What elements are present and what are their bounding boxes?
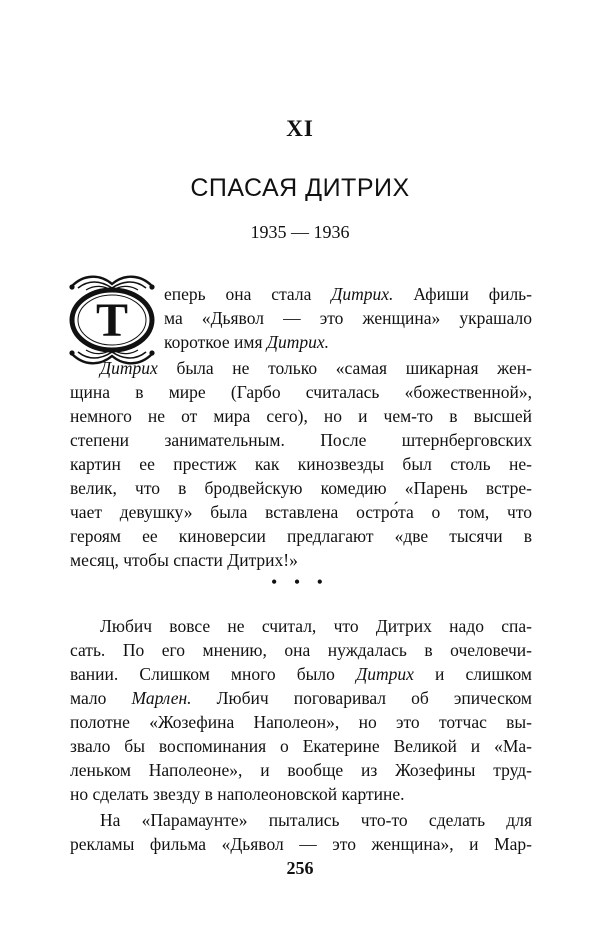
text-line	[100, 356, 532, 380]
text-line	[164, 306, 532, 330]
text-line	[70, 782, 405, 806]
text-segment: Любич вовсе не считал, что Дитрих надо спа-	[100, 616, 532, 636]
italic-text: Дитрих.	[266, 332, 330, 352]
text-line	[70, 380, 532, 404]
chapter-dates: 1935 — 1936	[250, 222, 350, 242]
text-line	[70, 832, 532, 856]
italic-text: Дитрих	[100, 358, 158, 378]
text-line	[70, 638, 532, 662]
italic-text: Дитрих.	[331, 284, 394, 304]
text-segment: звало бы воспоминания о Екатерине Великой и «Ма-	[70, 736, 532, 756]
italic-text: Дитрих	[356, 664, 414, 684]
text-line	[100, 614, 532, 638]
text-line	[164, 282, 532, 306]
dropcap-letter: Т	[95, 294, 129, 347]
text-line	[70, 428, 532, 452]
text-line	[70, 662, 532, 686]
ornamental-dropcap	[66, 272, 158, 368]
text-segment: Афиши филь-	[393, 284, 532, 304]
text-line	[70, 404, 532, 428]
italic-text: Марлен.	[131, 688, 192, 708]
text-segment: полотне «Жозефина Наполеон», но это тотчас вы-	[70, 712, 532, 732]
dropcap-ornament-icon	[66, 272, 158, 368]
text-segment: короткое имя	[164, 332, 267, 352]
text-segment: была не только «самая шикарная жен-	[157, 358, 532, 378]
text-line	[70, 548, 298, 572]
page-number: 256	[286, 858, 314, 878]
text-line	[70, 524, 532, 548]
text-line	[70, 500, 532, 524]
text-line	[70, 452, 532, 476]
text-segment: месяц, чтобы спасти Дитрих!»	[70, 550, 298, 570]
text-line	[100, 808, 532, 832]
text-segment: еперь она стала	[164, 284, 332, 304]
chapter-title: СПАСАЯ ДИТРИХ	[190, 174, 410, 202]
text-line	[70, 710, 532, 734]
text-segment: Любич поговаривал об эпическом	[191, 688, 533, 708]
text-segment: ма «Дьявол — это женщина» украшало	[164, 308, 532, 328]
text-segment: немного не от мира сего), но и чем-то в высшей	[70, 406, 532, 426]
text-segment: чает девушку» была вставлена остро́та о том, что	[70, 502, 532, 522]
text-line	[70, 686, 532, 710]
text-segment: картин ее престиж как кинозвезды был столь не-	[70, 454, 532, 474]
text-segment: героям ее киноверсии предлагают «две тысячи в	[70, 526, 532, 546]
chapter-number: XI	[286, 116, 314, 141]
text-segment: щина в мире (Гарбо считалась «божественной»,	[70, 382, 532, 402]
text-segment: велик, что в бродвейскую комедию «Парень встре-	[70, 478, 532, 498]
text-line	[164, 330, 329, 354]
text-segment: вании. Слишком много было	[70, 664, 357, 684]
text-segment: рекламы фильма «Дьявол — это женщина», и Мар-	[70, 834, 532, 854]
text-segment: сать. По его мнению, она нуждалась в очеловечи-	[70, 640, 532, 660]
text-segment: степени занимательным. После штернберговских	[70, 430, 532, 450]
text-line	[70, 734, 532, 758]
text-segment: мало	[70, 688, 132, 708]
text-segment: и слишком	[413, 664, 532, 684]
text-segment: но сделать звезду в наполеоновской картине.	[70, 784, 405, 804]
text-segment: леньком Наполеоне», и вообще из Жозефины труд-	[70, 760, 532, 780]
text-line	[70, 476, 532, 500]
section-separator: • • •	[271, 572, 329, 592]
text-line	[70, 758, 532, 782]
text-segment: На «Парамаунте» пытались что-то сделать для	[100, 810, 532, 830]
